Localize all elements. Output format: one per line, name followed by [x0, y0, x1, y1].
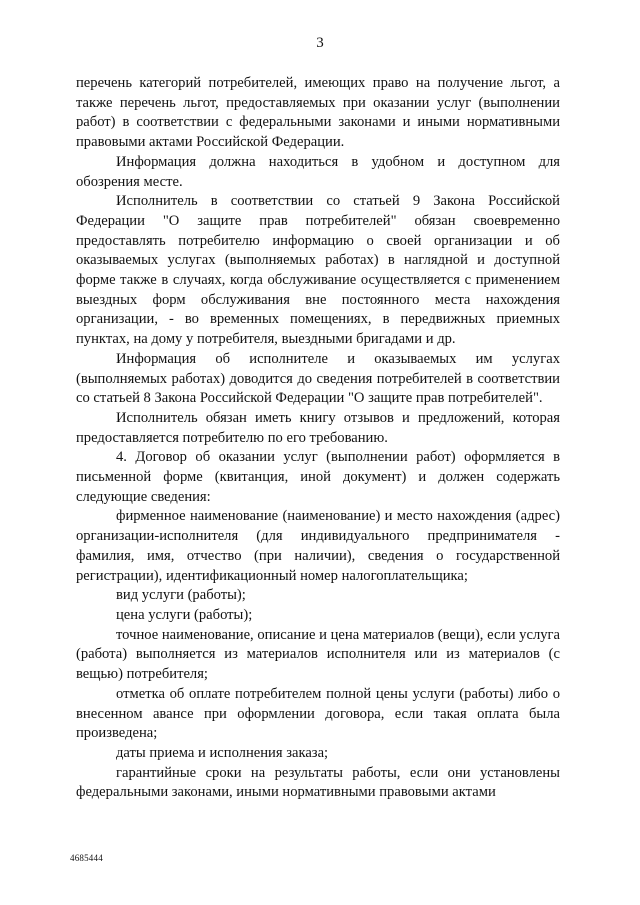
paragraph-benefits-list: перечень категорий потребителей, имеющих право на получение льгот, а также перечень льгот, предоставляемых при оказании услуг (выполнении работ) в соответствии с федеральными законами и иными нормативными правовыми актами Российской Федерации. [76, 75, 560, 151]
list-item-company-name: фирменное наименование (наименование) и место нахождения (адрес) организации-исполнителя (для индивидуального предпринимателя - фамилия, имя, отчество (при наличии), сведения о государственной регистрации), идентификационный номер налогоплательщика; [76, 508, 560, 584]
paragraph-contract-form: 4. Договор об оказании услуг (выполнении работ) оформляется в письменной форме (квитанция, иной документ) и должен содержать следующие сведения: [76, 449, 560, 505]
list-item-materials: точное наименование, описание и цена материалов (вещи), если услуга (работа) выполняется из материалов исполнителя или из материалов (с вещью) потребителя; [76, 626, 560, 683]
paragraph-info-delivery: Информация об исполнителе и оказываемых им услугах (выполняемых работах) доводится до сведения потребителей в соответствии со статьей 8 Закона Российской Федерации "О защите прав потребителей". [76, 350, 560, 407]
document-code: 4685444 [70, 853, 103, 863]
list-item-service-price: цена услуги (работы); [116, 606, 253, 623]
paragraph-info-location: Информация должна находиться в удобном и доступном для обозрения месте. [76, 153, 560, 190]
page-number: 3 [316, 35, 324, 51]
list-item-payment-mark: отметка об оплате потребителем полной цены услуги (работы) либо о внесенном авансе при оформлении договора, если такая оплата была произведена; [76, 685, 560, 742]
list-item-service-type: вид услуги (работы); [116, 587, 246, 604]
list-item-warranty: гарантийные сроки на результаты работы, если они установлены федеральными законами, иными нормативными правовыми актами [76, 764, 560, 801]
list-item-order-dates: даты приема и исполнения заказа; [116, 744, 329, 761]
paragraph-feedback-book: Исполнитель обязан иметь книгу отзывов и предложений, которая предоставляется потребителю по его требованию. [76, 409, 560, 446]
document-body [76, 74, 560, 803]
paragraph-contractor-duty: Исполнитель в соответствии со статьей 9 Закона Российской Федерации "О защите прав потребителей" обязан своевременно предоставлять потребителю информацию о своей организации и об оказываемых услугах (выполняемых работах) в наглядной и доступной форме также в случаях, когда обслуживание осуществляется с применением выездных форм обслуживания вне постоянного места нахождения организации, - во временных помещениях, в передвижных приемных пунктах, на дому у потребителя, выездными бригадами и др. [76, 193, 560, 348]
